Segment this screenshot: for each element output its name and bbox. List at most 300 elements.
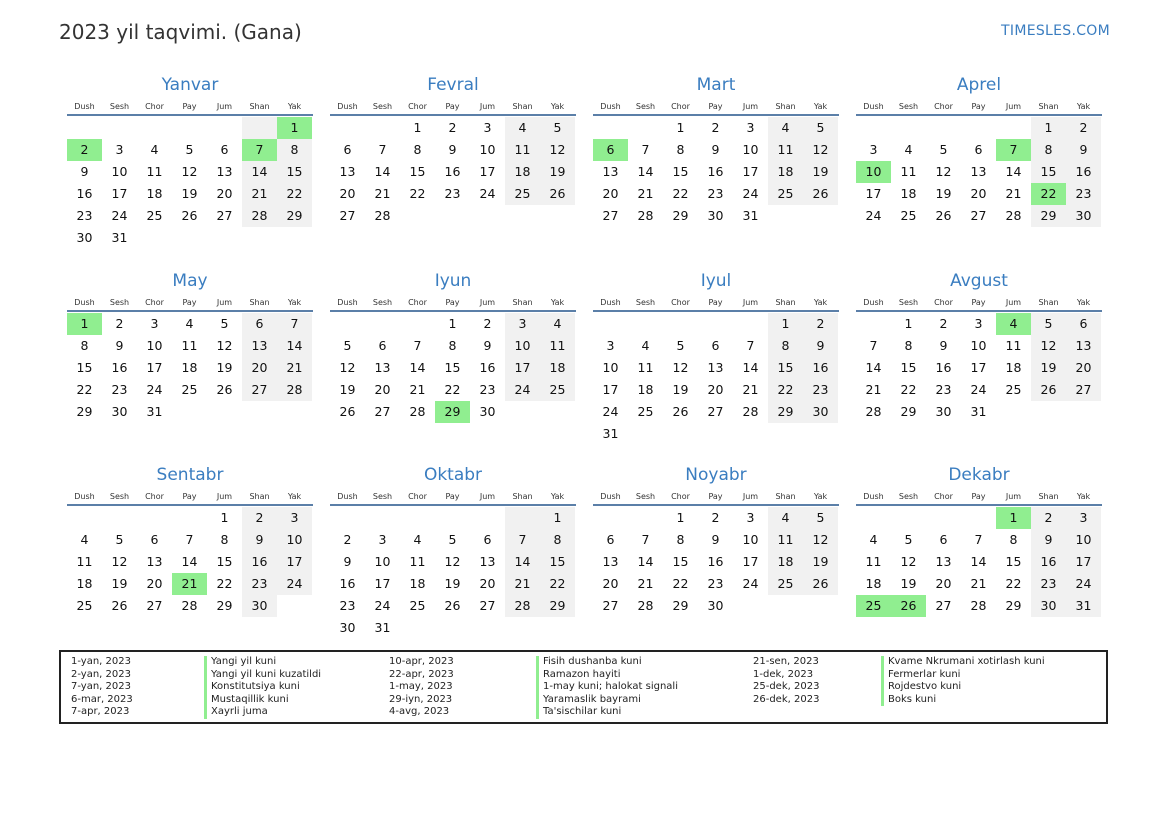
day-cell: 26 (111, 598, 128, 613)
day-cell: 1 (277, 117, 312, 139)
day-cell: 25 (409, 598, 426, 613)
day-cell: 10 (374, 554, 391, 569)
day-cell: 13 (1066, 335, 1101, 357)
weekday-label: Jum (479, 298, 496, 307)
empty-cell (540, 205, 575, 227)
day-cell: 6 (343, 142, 352, 157)
day-cell: 12 (672, 360, 689, 375)
empty-cell (698, 313, 733, 335)
weekday-label: Chor (408, 298, 427, 307)
day-cell: 6 (711, 338, 720, 353)
weekday-header (856, 101, 1102, 116)
empty-cell (330, 313, 365, 335)
day-cell: 24 (970, 382, 987, 397)
weekday-header (593, 491, 839, 506)
empty-cell (891, 507, 926, 529)
holiday-name: Fermerlar kuni (881, 669, 1045, 682)
empty-cell (505, 401, 540, 423)
empty-cell (207, 227, 242, 249)
weekday-label: Chor (934, 298, 953, 307)
day-cell: 26 (216, 382, 233, 397)
weekday-label: Yak (1076, 492, 1091, 501)
day-cell: 16 (935, 360, 952, 375)
weekday-label: Shan (249, 298, 270, 307)
day-cell: 4 (413, 532, 422, 547)
empty-cell (102, 507, 137, 529)
empty-cell (768, 205, 803, 227)
day-cell: 16 (1066, 161, 1101, 183)
day-cell: 15 (216, 554, 233, 569)
day-cell: 21 (277, 357, 312, 379)
day-cell: 15 (768, 357, 803, 379)
day-cell: 1 (448, 316, 457, 331)
day-cell: 24 (505, 379, 540, 401)
day-cell: 20 (970, 186, 987, 201)
empty-cell (628, 423, 663, 445)
day-cell: 15 (540, 551, 575, 573)
holiday-date: 6-mar, 2023 (71, 693, 133, 705)
weekday-label: Jum (216, 298, 233, 307)
weekday-label: Shan (1038, 102, 1059, 111)
empty-cell (277, 595, 312, 617)
day-cell: 12 (181, 164, 198, 179)
day-cell: 19 (803, 551, 838, 573)
weekday-label: Shan (775, 102, 796, 111)
day-cell: 16 (803, 357, 838, 379)
day-cell: 7 (413, 338, 422, 353)
day-cell: 4 (904, 142, 913, 157)
day-cell: 27 (970, 208, 987, 223)
empty-cell (628, 507, 663, 529)
day-cell: 4 (641, 338, 650, 353)
month-name: Dekabr (948, 465, 1010, 485)
day-cell: 27 (216, 208, 233, 223)
weekday-label: Pay (182, 298, 197, 307)
day-cell: 1 (67, 313, 102, 335)
empty-cell (277, 401, 312, 423)
empty-cell (1031, 401, 1066, 423)
day-cell: 23 (1031, 573, 1066, 595)
holiday-name: Yaramaslik bayrami (536, 694, 678, 707)
weekday-label: Dush (600, 102, 621, 111)
day-cell: 22 (540, 573, 575, 595)
empty-cell (67, 117, 102, 139)
day-grid (593, 117, 839, 227)
day-cell: 27 (242, 379, 277, 401)
day-cell: 29 (435, 401, 470, 423)
day-cell: 3 (746, 510, 755, 525)
empty-cell (505, 617, 540, 639)
empty-cell (330, 117, 365, 139)
day-cell: 2 (343, 532, 352, 547)
day-cell: 17 (602, 382, 619, 397)
day-cell: 30 (707, 598, 724, 613)
day-cell: 1 (904, 316, 913, 331)
day-cell: 3 (277, 507, 312, 529)
day-cell: 22 (216, 576, 233, 591)
holiday-name: Yangi yil kuni kuzatildi (204, 669, 321, 682)
day-cell: 10 (111, 164, 128, 179)
month-name: Aprel (956, 75, 1002, 95)
day-cell: 2 (448, 120, 457, 135)
empty-cell (593, 507, 628, 529)
day-cell: 25 (505, 183, 540, 205)
day-cell: 3 (505, 313, 540, 335)
day-cell: 14 (637, 554, 654, 569)
day-cell: 30 (479, 404, 496, 419)
day-cell: 21 (1005, 186, 1022, 201)
weekday-label: Jum (479, 102, 496, 111)
holiday-name: Ta'sischilar kuni (536, 706, 678, 719)
day-cell: 22 (1031, 183, 1066, 205)
day-cell: 10 (602, 360, 619, 375)
day-cell: 27 (374, 404, 391, 419)
empty-cell (996, 401, 1031, 423)
weekday-label: Chor (145, 102, 164, 111)
empty-cell (628, 313, 663, 335)
weekday-label: Yak (550, 298, 565, 307)
day-cell: 2 (67, 139, 102, 161)
weekday-label: Sesh (635, 492, 656, 501)
weekday-label: Pay (182, 102, 197, 111)
day-cell: 10 (742, 532, 759, 547)
site-link[interactable]: TIMESLES.COM (1001, 23, 1110, 39)
day-cell: 30 (1066, 205, 1101, 227)
empty-cell (628, 117, 663, 139)
day-cell: 8 (768, 335, 803, 357)
weekday-label: Dush (74, 298, 95, 307)
month-name: Iyul (700, 271, 732, 291)
day-cell: 15 (76, 360, 93, 375)
day-grid (593, 313, 839, 445)
day-cell: 7 (185, 532, 194, 547)
weekday-label: Sesh (635, 298, 656, 307)
holiday-date: 1-may, 2023 (389, 681, 453, 693)
weekday-label: Yak (1076, 298, 1091, 307)
empty-cell (435, 205, 470, 227)
empty-cell (891, 117, 926, 139)
empty-cell (768, 423, 803, 445)
empty-cell (856, 507, 891, 529)
empty-cell (698, 423, 733, 445)
day-cell: 2 (711, 510, 720, 525)
day-cell: 11 (865, 554, 882, 569)
day-cell: 2 (1066, 117, 1101, 139)
empty-cell (961, 507, 996, 529)
empty-cell (856, 117, 891, 139)
holiday-name: Fisih dushanba kuni (536, 656, 678, 669)
day-cell: 21 (742, 382, 759, 397)
day-cell: 11 (505, 139, 540, 161)
weekday-label: Jum (742, 102, 759, 111)
day-cell: 27 (707, 404, 724, 419)
holiday-name: Yangi yil kuni (204, 656, 321, 669)
weekday-header (593, 297, 839, 312)
day-cell: 8 (277, 139, 312, 161)
weekday-header (593, 101, 839, 116)
empty-cell (102, 117, 137, 139)
day-cell: 11 (768, 529, 803, 551)
day-cell: 18 (181, 360, 198, 375)
day-cell: 25 (768, 183, 803, 205)
day-cell: 17 (742, 164, 759, 179)
day-cell: 29 (672, 598, 689, 613)
day-cell: 13 (374, 360, 391, 375)
day-cell: 1 (220, 510, 229, 525)
weekday-label: Jum (742, 298, 759, 307)
weekday-label: Jum (1005, 298, 1022, 307)
day-cell: 14 (970, 554, 987, 569)
holiday-name: 1-may kuni; halokat signali (536, 681, 678, 694)
day-cell: 21 (505, 573, 540, 595)
day-cell: 8 (1031, 139, 1066, 161)
day-cell: 14 (637, 164, 654, 179)
legend-names-col (881, 656, 1045, 706)
day-cell: 30 (76, 230, 93, 245)
day-cell: 29 (216, 598, 233, 613)
month-name: Fevral (427, 75, 479, 95)
holiday-date: 22-apr, 2023 (389, 668, 454, 680)
day-cell: 24 (1066, 573, 1101, 595)
day-grid (856, 507, 1102, 617)
day-cell: 28 (742, 404, 759, 419)
day-cell: 7 (242, 139, 277, 161)
day-cell: 25 (181, 382, 198, 397)
empty-cell (593, 313, 628, 335)
day-cell: 4 (80, 532, 89, 547)
weekday-label: Pay (182, 492, 197, 501)
day-cell: 24 (602, 404, 619, 419)
day-cell: 21 (172, 573, 207, 595)
day-cell: 21 (409, 382, 426, 397)
legend-dates-col (753, 656, 819, 706)
empty-cell (172, 227, 207, 249)
day-cell: 29 (277, 205, 312, 227)
weekday-header (67, 491, 313, 506)
empty-cell (856, 313, 891, 335)
day-cell: 2 (711, 120, 720, 135)
day-cell: 22 (768, 379, 803, 401)
day-cell: 12 (216, 338, 233, 353)
day-cell: 10 (1066, 529, 1101, 551)
day-cell: 16 (1031, 551, 1066, 573)
day-cell: 5 (803, 117, 838, 139)
empty-cell (435, 507, 470, 529)
holiday-name: Mustaqillik kuni (204, 694, 321, 707)
day-cell: 6 (150, 532, 159, 547)
day-cell: 26 (935, 208, 952, 223)
weekday-label: Shan (249, 492, 270, 501)
day-cell: 3 (483, 120, 492, 135)
day-cell: 15 (672, 164, 689, 179)
day-cell: 11 (637, 360, 654, 375)
day-grid (67, 313, 313, 423)
day-cell: 26 (672, 404, 689, 419)
empty-cell (137, 227, 172, 249)
day-cell: 3 (1066, 507, 1101, 529)
empty-cell (926, 507, 961, 529)
day-cell: 31 (374, 620, 391, 635)
day-cell: 31 (970, 404, 987, 419)
day-cell: 25 (1005, 382, 1022, 397)
day-cell: 3 (115, 142, 124, 157)
empty-cell (733, 313, 768, 335)
day-cell: 30 (935, 404, 952, 419)
day-cell: 8 (904, 338, 913, 353)
day-cell: 24 (479, 186, 496, 201)
day-cell: 9 (1031, 529, 1066, 551)
empty-cell (277, 227, 312, 249)
day-cell: 22 (76, 382, 93, 397)
day-cell: 8 (220, 532, 229, 547)
day-cell: 31 (742, 208, 759, 223)
day-grid (67, 117, 313, 249)
day-cell: 10 (479, 142, 496, 157)
day-cell: 31 (602, 426, 619, 441)
day-cell: 20 (339, 186, 356, 201)
day-cell: 1 (676, 120, 685, 135)
weekday-label: Pay (708, 102, 723, 111)
day-cell: 23 (803, 379, 838, 401)
empty-cell (961, 117, 996, 139)
weekday-header (330, 491, 576, 506)
day-cell: 1 (413, 120, 422, 135)
holiday-date: 10-apr, 2023 (389, 656, 454, 667)
day-cell: 24 (277, 573, 312, 595)
weekday-label: Pay (971, 492, 986, 501)
weekday-header (67, 101, 313, 116)
day-cell: 7 (996, 139, 1031, 161)
empty-cell (242, 117, 277, 139)
weekday-label: Sesh (109, 492, 130, 501)
day-cell: 3 (606, 338, 615, 353)
day-cell: 13 (479, 554, 496, 569)
day-cell: 17 (146, 360, 163, 375)
empty-cell (242, 227, 277, 249)
day-cell: 28 (277, 379, 312, 401)
day-cell: 17 (479, 164, 496, 179)
day-cell: 26 (803, 573, 838, 595)
day-cell: 11 (409, 554, 426, 569)
day-cell: 21 (242, 183, 277, 205)
weekday-label: Jum (1005, 492, 1022, 501)
day-cell: 23 (707, 576, 724, 591)
day-cell: 6 (220, 142, 229, 157)
empty-cell (365, 313, 400, 335)
day-cell: 26 (540, 183, 575, 205)
weekday-label: Chor (671, 298, 690, 307)
weekday-header (856, 297, 1102, 312)
day-cell: 25 (146, 208, 163, 223)
day-cell: 12 (1031, 335, 1066, 357)
weekday-label: Yak (550, 102, 565, 111)
month-noyabr (593, 464, 839, 617)
empty-cell (172, 117, 207, 139)
day-cell: 8 (676, 532, 685, 547)
day-cell: 9 (242, 529, 277, 551)
weekday-label: Sesh (372, 298, 393, 307)
day-cell: 18 (540, 357, 575, 379)
day-cell: 19 (803, 161, 838, 183)
day-cell: 3 (150, 316, 159, 331)
day-grid (330, 117, 576, 227)
empty-cell (470, 507, 505, 529)
month-mart (593, 74, 839, 227)
day-cell: 29 (540, 595, 575, 617)
month-iyun (330, 270, 576, 423)
weekday-label: Yak (1076, 102, 1091, 111)
day-cell: 14 (1005, 164, 1022, 179)
day-cell: 18 (146, 186, 163, 201)
day-cell: 19 (672, 382, 689, 397)
day-cell: 3 (869, 142, 878, 157)
weekday-label: Chor (671, 492, 690, 501)
month-name: May (172, 271, 208, 291)
day-cell: 19 (1031, 357, 1066, 379)
day-cell: 28 (970, 598, 987, 613)
weekday-label: Pay (708, 298, 723, 307)
weekday-label: Dush (863, 102, 884, 111)
day-cell: 6 (483, 532, 492, 547)
legend-dates-col (389, 656, 454, 719)
holiday-name: Xayrli juma (204, 706, 321, 719)
day-cell: 17 (111, 186, 128, 201)
day-cell: 10 (970, 338, 987, 353)
day-grid (593, 507, 839, 617)
day-cell: 6 (939, 532, 948, 547)
holiday-name: Konstitutsiya kuni (204, 681, 321, 694)
day-cell: 17 (970, 360, 987, 375)
day-cell: 19 (900, 576, 917, 591)
day-cell: 27 (602, 598, 619, 613)
day-cell: 6 (606, 532, 615, 547)
day-cell: 8 (448, 338, 457, 353)
day-cell: 23 (1066, 183, 1101, 205)
weekday-label: Sesh (898, 298, 919, 307)
day-cell: 24 (374, 598, 391, 613)
day-cell: 20 (242, 357, 277, 379)
month-sentabr (67, 464, 313, 617)
day-cell: 20 (602, 576, 619, 591)
day-cell: 26 (444, 598, 461, 613)
day-cell: 13 (602, 554, 619, 569)
empty-cell (470, 205, 505, 227)
day-cell: 26 (891, 595, 926, 617)
day-cell: 10 (505, 335, 540, 357)
month-name: Yanvar (161, 75, 219, 95)
empty-cell (365, 117, 400, 139)
day-cell: 27 (339, 208, 356, 223)
day-grid (856, 313, 1102, 423)
day-cell: 24 (865, 208, 882, 223)
empty-cell (505, 507, 540, 529)
day-cell: 4 (996, 313, 1031, 335)
empty-cell (330, 507, 365, 529)
day-cell: 6 (1066, 313, 1101, 335)
day-cell: 5 (220, 316, 229, 331)
weekday-label: Yak (813, 102, 828, 111)
day-cell: 3 (378, 532, 387, 547)
weekday-label: Jum (216, 102, 233, 111)
day-cell: 22 (444, 382, 461, 397)
day-cell: 2 (939, 316, 948, 331)
day-cell: 17 (1066, 551, 1101, 573)
day-cell: 18 (1005, 360, 1022, 375)
day-cell: 25 (76, 598, 93, 613)
day-cell: 15 (277, 161, 312, 183)
empty-cell (207, 401, 242, 423)
empty-cell (593, 117, 628, 139)
